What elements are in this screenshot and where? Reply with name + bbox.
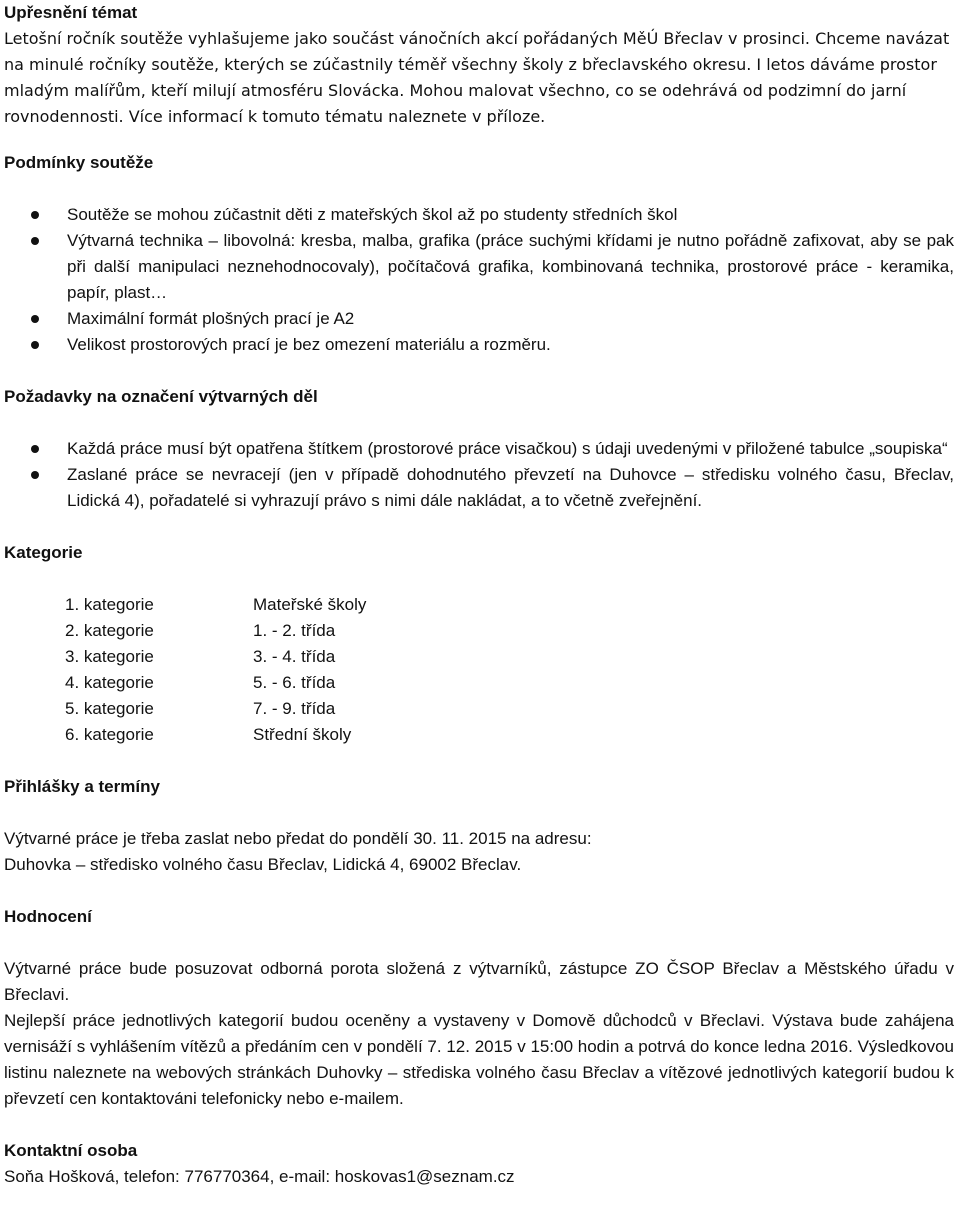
heading-prihlasky: Přihlášky a termíny xyxy=(4,777,160,796)
list-item: Velikost prostorových prací je bez omezení materiálu a rozměru. xyxy=(4,332,954,358)
paragraph-upresneni-temat: Letošní ročník soutěže vyhlašujeme jako součást vánočních akcí pořádaných MěÚ Břeclav v prosinci. Chceme navázat na minulé ročníky soutěže, kterých se zúčastnily téměř všechny školy z břeclavského okresu. I letos dáváme prostor mladým malířům, kteří milují atmosféru Slovácka. Mohou malovat všechno, co se odehrává od podzimní do jarní rovnodennosti. Více informací k tomuto tématu naleznete v příloze. xyxy=(4,29,950,126)
list-item: Maximální formát plošných prací je A2 xyxy=(4,306,954,332)
bullet-icon xyxy=(31,471,39,479)
heading-kategorie: Kategorie xyxy=(4,543,83,562)
bullet-icon xyxy=(31,211,39,219)
heading-kontaktni-osoba: Kontaktní osoba xyxy=(4,1141,138,1160)
bullet-icon xyxy=(31,341,39,349)
prihlasky-line-1: Výtvarné práce je třeba zaslat nebo předat do pondělí 30. 11. 2015 na adresu: xyxy=(4,829,592,848)
table-row: 5. kategorie 7. - 9. třída xyxy=(65,699,336,718)
heading-podminky-souteze: Podmínky soutěže xyxy=(4,153,154,172)
heading-pozadavky: Požadavky na označení výtvarných děl xyxy=(4,387,318,406)
hodnoceni-paragraph-1: Výtvarné práce bude posuzovat odborná porota složená z výtvarníků, zástupce ZO ČSOP Břeclav a Městského úřadu v Břeclavi. xyxy=(4,959,954,1004)
heading-hodnoceni: Hodnocení xyxy=(4,907,92,926)
table-row: 3. kategorie 3. - 4. třída xyxy=(65,647,336,666)
table-row: 1. kategorie Mateřské školy xyxy=(65,595,367,614)
list-item: Soutěže se mohou zúčastnit děti z mateřských škol až po studenty středních škol xyxy=(4,202,954,228)
kategorie-table xyxy=(65,592,366,748)
bullet-icon xyxy=(31,237,39,245)
table-row: 6. kategorie Střední školy xyxy=(65,725,352,744)
list-item: Výtvarná technika – libovolná: kresba, malba, grafika (práce suchými křídami je nutno pořádně zafixovat, aby se pak při další manipulaci neznehodnocovaly), počítačová grafika, kombinovaná technika, prostorové práce - keramika, papír, plast… xyxy=(4,228,954,306)
bullet-icon xyxy=(31,315,39,323)
hodnoceni-paragraph-2: Nejlepší práce jednotlivých kategorií budou oceněny a vystaveny v Domově důchodců v Břeclavi. Výstava bude zahájena vernisáží s vyhlášením vítězů a předáním cen v pondělí 7. 12. 2015 v 15:00 hodin a potrvá do konce ledna 2016. Výsledkovou listinu naleznete na webových stránkách Duhovky – střediska volného času Břeclav a vítězové jednotlivých kategorií budou k převzetí cen kontaktováni telefonicky nebo e-mailem. xyxy=(4,1011,954,1108)
list-item: Každá práce musí být opatřena štítkem (prostorové práce visačkou) s údaji uvedenými v přiložené tabulce „soupiska“ xyxy=(4,436,954,462)
heading-upresneni-temat: Upřesnění témat xyxy=(4,3,138,22)
prihlasky-line-2: Duhovka – středisko volného času Břeclav, Lidická 4, 69002 Břeclav. xyxy=(4,855,522,874)
bullet-icon xyxy=(31,445,39,453)
pozadavky-list xyxy=(4,436,954,514)
table-row: 2. kategorie 1. - 2. třída xyxy=(65,621,336,640)
podminky-list xyxy=(4,202,954,358)
kontakt-line: Soňa Hošková, telefon: 776770364, e-mail: hoskovas1@seznam.cz xyxy=(4,1167,515,1186)
table-row: 4. kategorie 5. - 6. třída xyxy=(65,673,336,692)
list-item: Zaslané práce se nevracejí (jen v případě dohodnutého převzetí na Duhovce – středisku volného času, Břeclav, Lidická 4), pořadatelé si vyhrazují právo s nimi dále nakládat, a to včetně zveřejnění. xyxy=(4,462,954,514)
